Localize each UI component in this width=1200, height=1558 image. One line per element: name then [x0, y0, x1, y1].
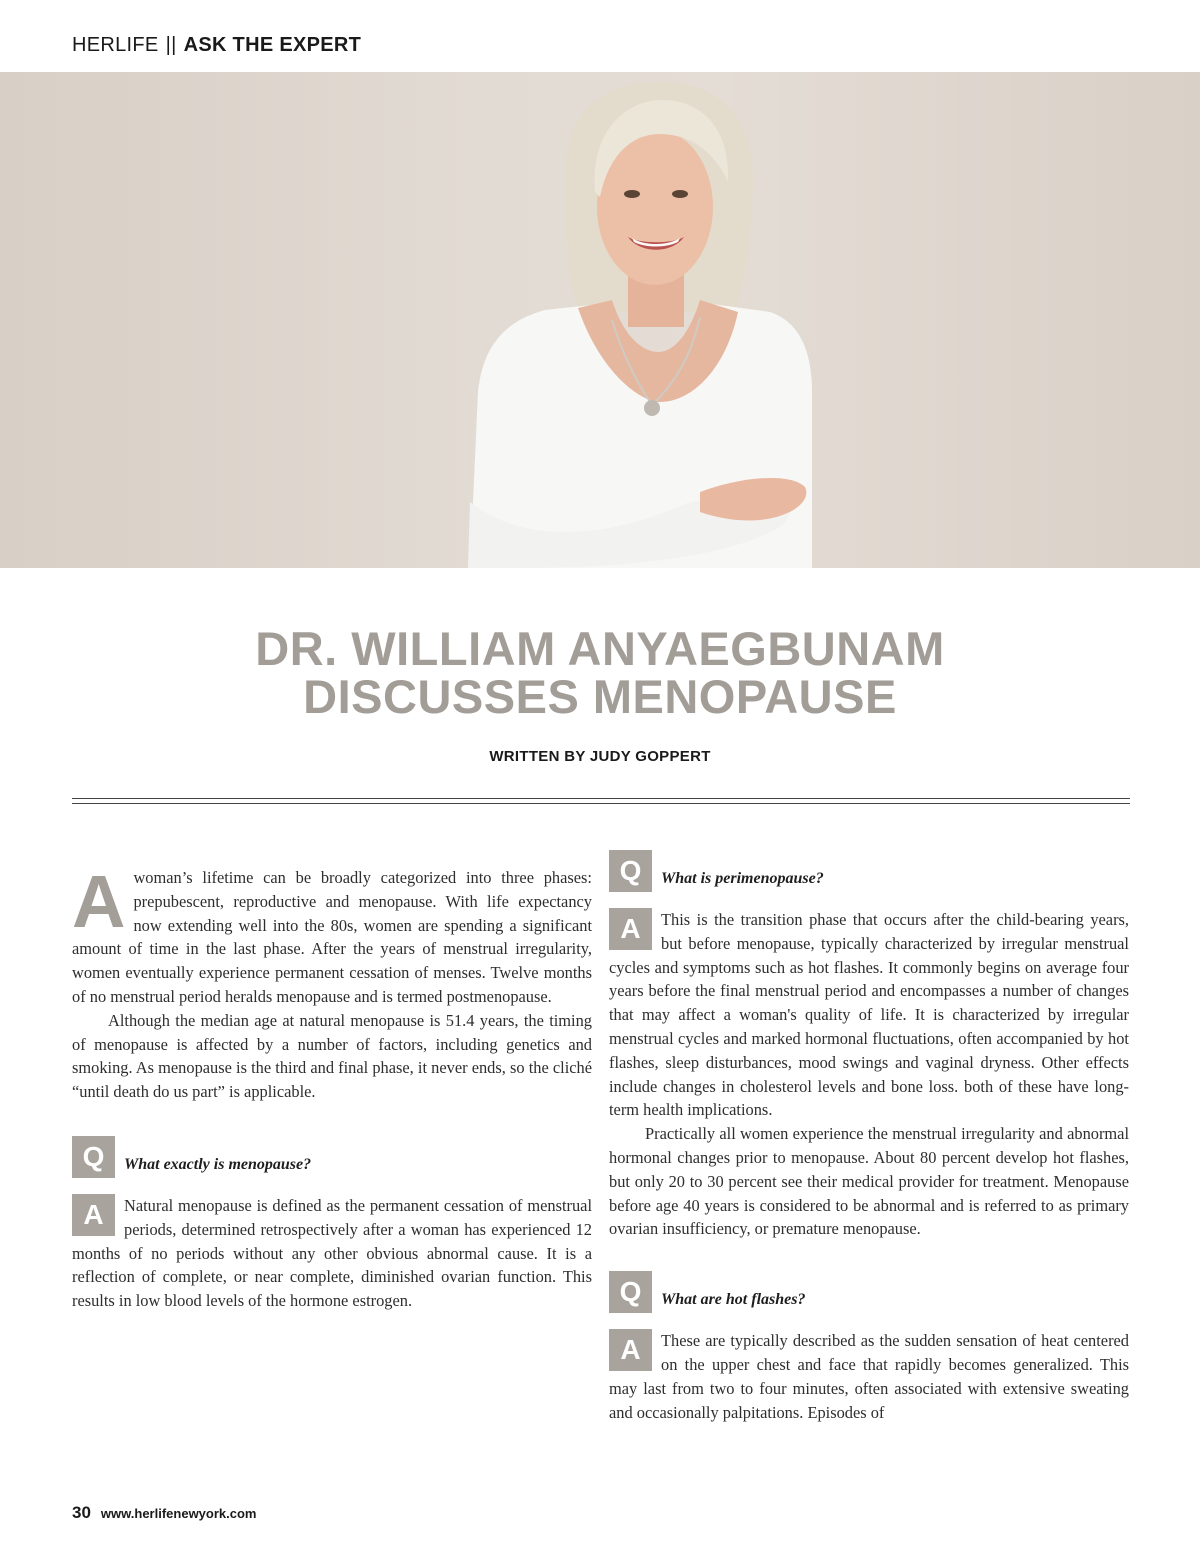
page-number: 30 [72, 1503, 91, 1522]
portrait-illustration [0, 72, 1200, 568]
question-text: What exactly is menopause? [124, 1155, 312, 1173]
byline: WRITTEN BY JUDY GOPPERT [489, 748, 711, 765]
a-badge: A [609, 908, 652, 950]
intro-text-1: woman’s lifetime can be broadly categorized into three phases: prepubescent, reproductive and menopause. With life expectancy now extending well into the 80s, women are spending a significant amount of time in the last phase. After the years of menstrual irregularity, women eventually experience permanent cessation of menses. Twelve months of no menstrual period heralds menopause and is termed postmenopause. [72, 868, 592, 1006]
intro-paragraph-2: Although the median age at natural menopause is 51.4 years, the timing of menopause is affected by a number of factors, including genetics and smoking. As menopause is the third and final phase, it never ends, so the cliché “until death do us part” is applicable. [72, 1010, 592, 1102]
answer-3 [609, 1329, 1129, 1424]
a-badge: A [72, 1194, 115, 1236]
left-column [72, 860, 592, 1313]
answer-2 [609, 908, 1129, 1241]
question-text: What are hot flashes? [661, 1291, 806, 1309]
answer-text: This is the transition phase that occurs after the child-bearing years, but before menopause, typically characterized by irregular menstrual cycles and symptoms such as hot flashes. It commonly begins on average four years before the final menstrual period and encompasses a number of changes that may affect a woman's quality of life. It is characterized by irregular menstrual cycles and marked hormonal fluctuations, often accompanied by hot flashes, sleep disturbances, mood swings and vaginal dryness. Other effects include changes in cholesterol levels and bone loss. both of these have long-term health implications. [609, 910, 1129, 1120]
answer-1 [72, 1194, 592, 1313]
answer-text: These are typically described as the sudden sensation of heat centered on the upper chest and face that rapidly becomes generalized. This may last from two to four minutes, often associated with extensive sweating and occasionally palpitations. Episodes of [609, 1331, 1129, 1422]
page-header [72, 34, 361, 57]
q-badge: Q [609, 850, 652, 892]
right-column [609, 850, 1129, 1424]
question-1 [72, 1136, 592, 1178]
q-badge: Q [72, 1136, 115, 1178]
answer-text-continued: Practically all women experience the menstrual irregularity and abnormal hormonal changes prior to menopause. About 80 percent develop hot flashes, but only 20 to 30 percent see their medical provider for treatment. Menopause before age 40 years is considered to be abnormal and is referred to as primary ovarian insufficiency, or premature menopause. [609, 1124, 1129, 1239]
section-label: HERLIFE [72, 34, 159, 56]
article-headline [0, 622, 1200, 723]
column-title: ASK THE EXPERT [183, 34, 362, 56]
question-3 [609, 1271, 1129, 1313]
website-url: www.herlifenewyork.com [100, 1506, 257, 1521]
header-separator: || [165, 34, 177, 56]
divider-rule-top [72, 798, 1130, 799]
a-badge: A [609, 1329, 652, 1371]
q-badge: Q [609, 1271, 652, 1313]
intro-paragraph-1 [72, 860, 592, 1009]
divider-rule-bottom [72, 803, 1130, 804]
page-footer [72, 1503, 256, 1523]
headline-line-2: DISCUSSES MENOPAUSE [303, 670, 897, 723]
question-text: What is perimenopause? [661, 870, 824, 887]
hero-photo [0, 72, 1200, 568]
question-2 [609, 850, 1129, 892]
headline-line-1: DR. WILLIAM ANYAEGBUNAM [255, 622, 945, 675]
answer-text: Natural menopause is defined as the permanent cessation of menstrual periods, determined retrospectively after a woman has experienced 12 months of no periods without any other obvious abnormal cause. It is a reflection of complete, or near complete, diminished ovarian function. This results in low blood levels of the hormone estrogen. [72, 1195, 592, 1311]
drop-cap: A [72, 860, 126, 943]
